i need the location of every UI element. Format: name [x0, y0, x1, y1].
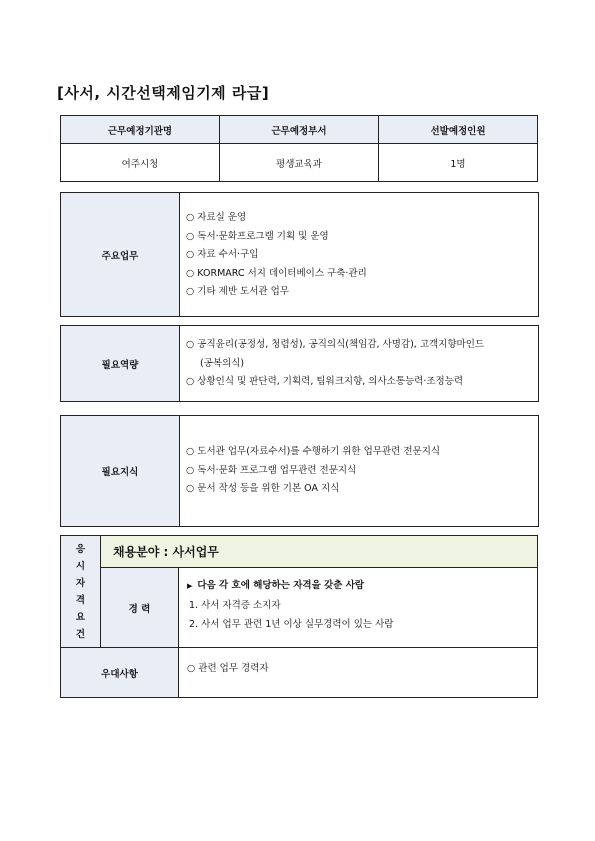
career-item: 2. 사서 업무 관련 1년 이상 실무경력이 있는 사람: [189, 619, 394, 630]
duty-item: ○ 자료 수서·구입: [186, 249, 259, 260]
duty-item: ○ 독서·문화프로그램 기획 및 운영: [186, 230, 329, 242]
duties-label: 주요업무: [61, 193, 180, 316]
preference-label: 우대사항: [61, 648, 179, 698]
competency-line: ○ 상황인식 및 판단력, 기획력, 팀워크지향, 의사소통능력·조정능력: [186, 376, 464, 387]
qualification-side-label: 응 시 자 격 요 건: [61, 536, 101, 648]
competency-label: 필요역량: [61, 326, 180, 401]
value-department: 평생교육과: [220, 144, 379, 182]
competency-line: ○ 공직윤리(공정성, 청렴성), 공직의식(책임감, 사명감), 고객지향마인드: [186, 339, 485, 350]
knowledge-item: ○ 문서 작성 등을 위한 기본 OA 지식: [186, 483, 340, 494]
career-heading: 다음 각 호에 해당하는 자격을 갖춘 사람: [197, 580, 365, 591]
competency-line: (공복의식): [200, 357, 245, 369]
preference-value: ○ 관련 업무 경력자: [179, 648, 538, 698]
value-headcount: 1명: [379, 144, 538, 182]
recruitment-field: 채용분야 : 사서업무: [101, 536, 538, 568]
header-agency: 근무예정기관명: [61, 116, 220, 144]
knowledge-item: ○ 독서·문화 프로그램 업무관련 전문지식: [186, 464, 357, 476]
value-agency: 여주시청: [61, 144, 220, 182]
career-label: 경 력: [101, 568, 179, 648]
duty-item: ○ 기타 제반 도서관 업무: [186, 286, 289, 297]
duties-section: [60, 192, 539, 317]
knowledge-item: ○ 도서관 업무(자료수서)를 수행하기 위한 업무관련 전문지식: [186, 446, 441, 457]
triangle-bullet-icon: ▶: [187, 582, 193, 590]
knowledge-section: [60, 415, 539, 527]
career-details: [179, 568, 538, 648]
header-department: 근무예정부서: [220, 116, 379, 144]
info-table: [60, 115, 538, 182]
page-title: [사서, 시간선택제임기제 라급]: [57, 84, 270, 102]
duty-item: ○ 자료실 운영: [186, 212, 247, 223]
header-headcount: 선발예정인원: [379, 116, 538, 144]
qualification-table: [60, 535, 538, 698]
knowledge-label: 필요지식: [61, 416, 180, 526]
duty-item: ○ KORMARC 서지 데이터베이스 구축·관리: [186, 267, 367, 279]
career-item: 1. 사서 자격증 소지자: [189, 600, 281, 611]
competency-section: [60, 325, 539, 402]
